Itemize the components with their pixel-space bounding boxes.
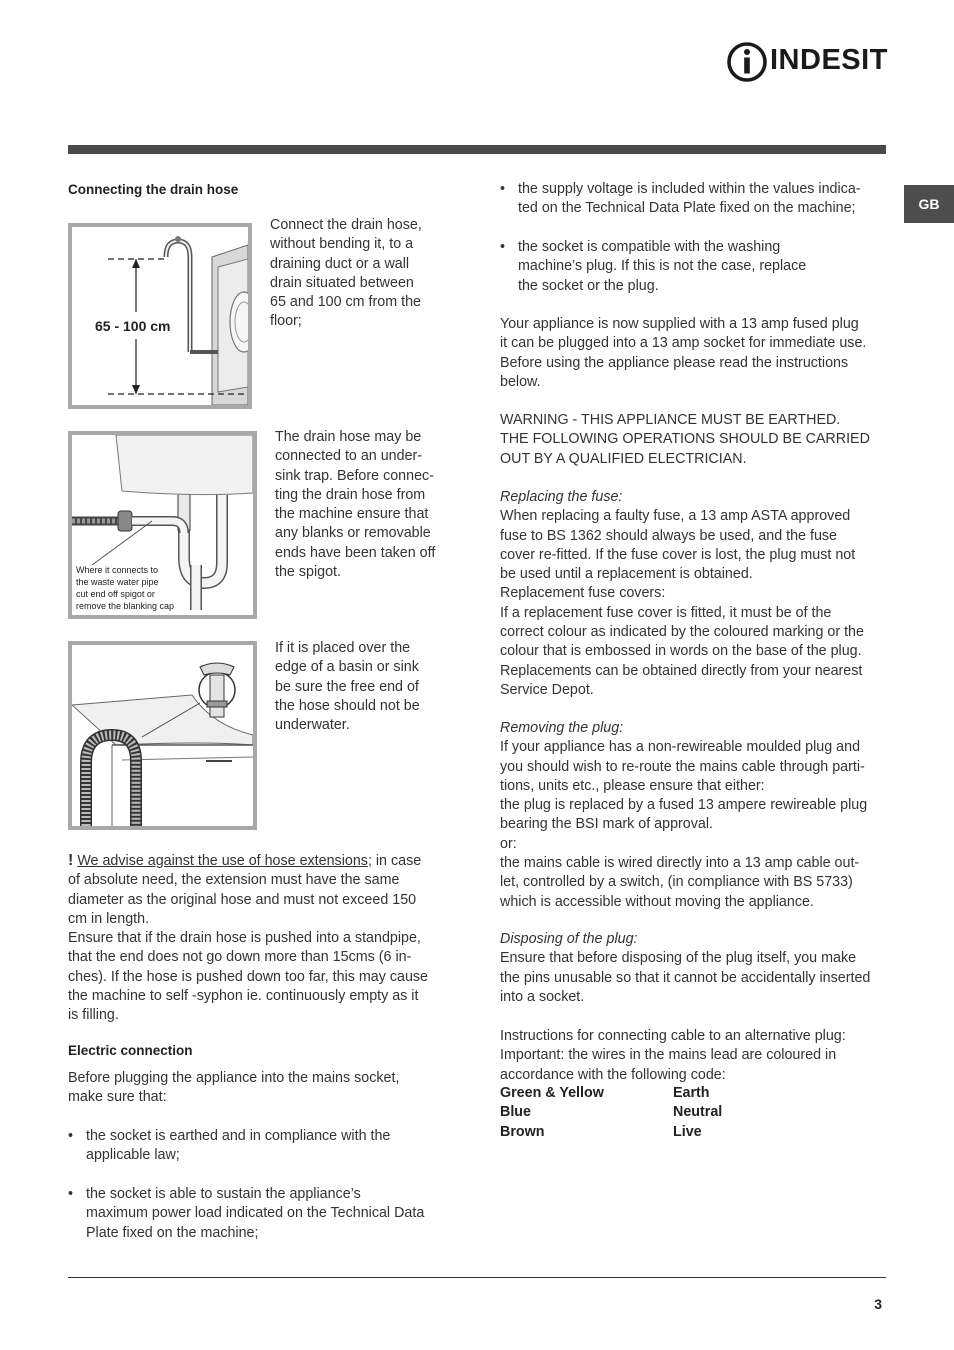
language-tab: GB — [904, 185, 954, 223]
disposing-plug-section: Disposing of the plug: Ensure that before disposing of the plug itself, you make the pins unusable so that it cannot be accidentally inserted into a socket. — [500, 930, 886, 1007]
indesit-logo-mark — [725, 40, 769, 84]
list-item: • the socket is able to sustain the appliance’s maximum power load indicated on the Technical Data Plate fixed on the machine; — [68, 1186, 425, 1241]
hose-extension-warning: ! We advise against the use of hose extensions; in case of absolute need, the extension must have the same diameter as the original hose and must not exceed 150 cm in length. Ensure that if the drain hose is pushed into a standpipe, that the end does not go down more than 15cms (6 in- ches). If the hose is pushed down too far, this may cause the machine to self -syphon ie. continuously empty as it is filling. — [68, 852, 429, 1024]
table-row: Brown Live — [500, 1123, 702, 1140]
drain-height-label: 65 - 100 cm — [95, 318, 171, 334]
list-item: • the supply voltage is included within the values indica- ted on the Technical Data Plate fixed on the machine; — [500, 181, 861, 217]
list-item: • the socket is compatible with the washing machine’s plug. If this is not the case, replace the socket or the plug. — [500, 239, 807, 294]
electric-intro: Before plugging the appliance into the mains socket, make sure that: — [68, 1070, 400, 1106]
warning-underlined-text: We advise against the use of hose extensions — [77, 853, 368, 869]
brand-name: INDESIT — [770, 44, 888, 76]
page-number: 3 — [874, 1296, 882, 1312]
table-row: Green & Yellow Earth — [500, 1085, 710, 1101]
removing-plug-title: Removing the plug: — [500, 720, 624, 736]
disposing-plug-title: Disposing of the plug: — [500, 931, 638, 947]
electric-connection-heading: Electric connection — [68, 1043, 193, 1058]
wire-colour-table — [500, 1084, 886, 1142]
warning-icon: ! — [68, 852, 74, 869]
footer-rule — [68, 1277, 886, 1278]
removing-plug-section: Removing the plug: If your appliance has a non-rewireable moulded plug and you should wish to re-route the mains cable through parti- tions, units etc., please ensure that either: the plug is replaced by a fused 13 ampere rewireable plug bearing the BSI mark of approval. or: the mains cable is wired directly into a 13 amp cable out- let, controlled by a switch, (in compliance with BS 5733) which is accessible without moving the appliance. — [500, 719, 886, 912]
replacing-fuse-section: Replacing the fuse: When replacing a faulty fuse, a 13 amp ASTA approved fuse to BS 1362 should always be used, and the fuse cover re-fitted. If the fuse cover is lost, the plug must not be used until a replacement is obtained. Replacement fuse covers: If a replacement fuse cover is fitted, it must be of the correct colour as indicated by the coloured marking or the colour that is embossed in words on the base of the plug. Replacements can be obtained directly from your nearest Service Depot. — [500, 488, 886, 700]
supply-paragraph: Your appliance is now supplied with a 13 amp fused plug it can be plugged into a 13 amp socket for immediate use. Before using the appliance please read the instructions below. — [500, 316, 867, 390]
under-sink-trap-figure — [68, 431, 257, 619]
trap-caption: Where it connects to the waste water pipe cut end off spigot or remove the blanking cap — [76, 565, 175, 611]
earthing-warning: WARNING - THIS APPLIANCE MUST BE EARTHED. THE FOLLOWING OPERATIONS SHOULD BE CARRIED OUT BY A QUALIFIED ELECTRICIAN. — [500, 412, 870, 467]
replacing-fuse-title: Replacing the fuse: — [500, 489, 623, 505]
header-rule — [68, 145, 886, 154]
drain-hose-heading: Connecting the drain hose — [68, 182, 239, 197]
drain-fig2-text: The drain hose may be connected to an under- sink trap. Before connec- ting the drain hose from the machine ensure that any blanks or removable ends have been taken off the spigot. — [275, 429, 436, 581]
drain-fig1-text: Connect the drain hose, without bending it, to a draining duct or a wall drain situated between 65 and 100 cm from the floor; — [270, 217, 422, 330]
drain-fig3-text: If it is placed over the edge of a basin or sink be sure the free end of the hose should not be underwater. — [275, 640, 420, 734]
wiring-instructions: Instructions for connecting cable to an alternative plug: Important: the wires in the mains lead are coloured in accordance with the following code: — [500, 1028, 846, 1083]
table-row: Blue Neutral — [500, 1104, 723, 1121]
basin-edge-figure — [68, 641, 257, 830]
list-item: • the socket is earthed and in compliance with the applicable law; — [68, 1128, 391, 1164]
drain-height-figure — [68, 223, 252, 409]
